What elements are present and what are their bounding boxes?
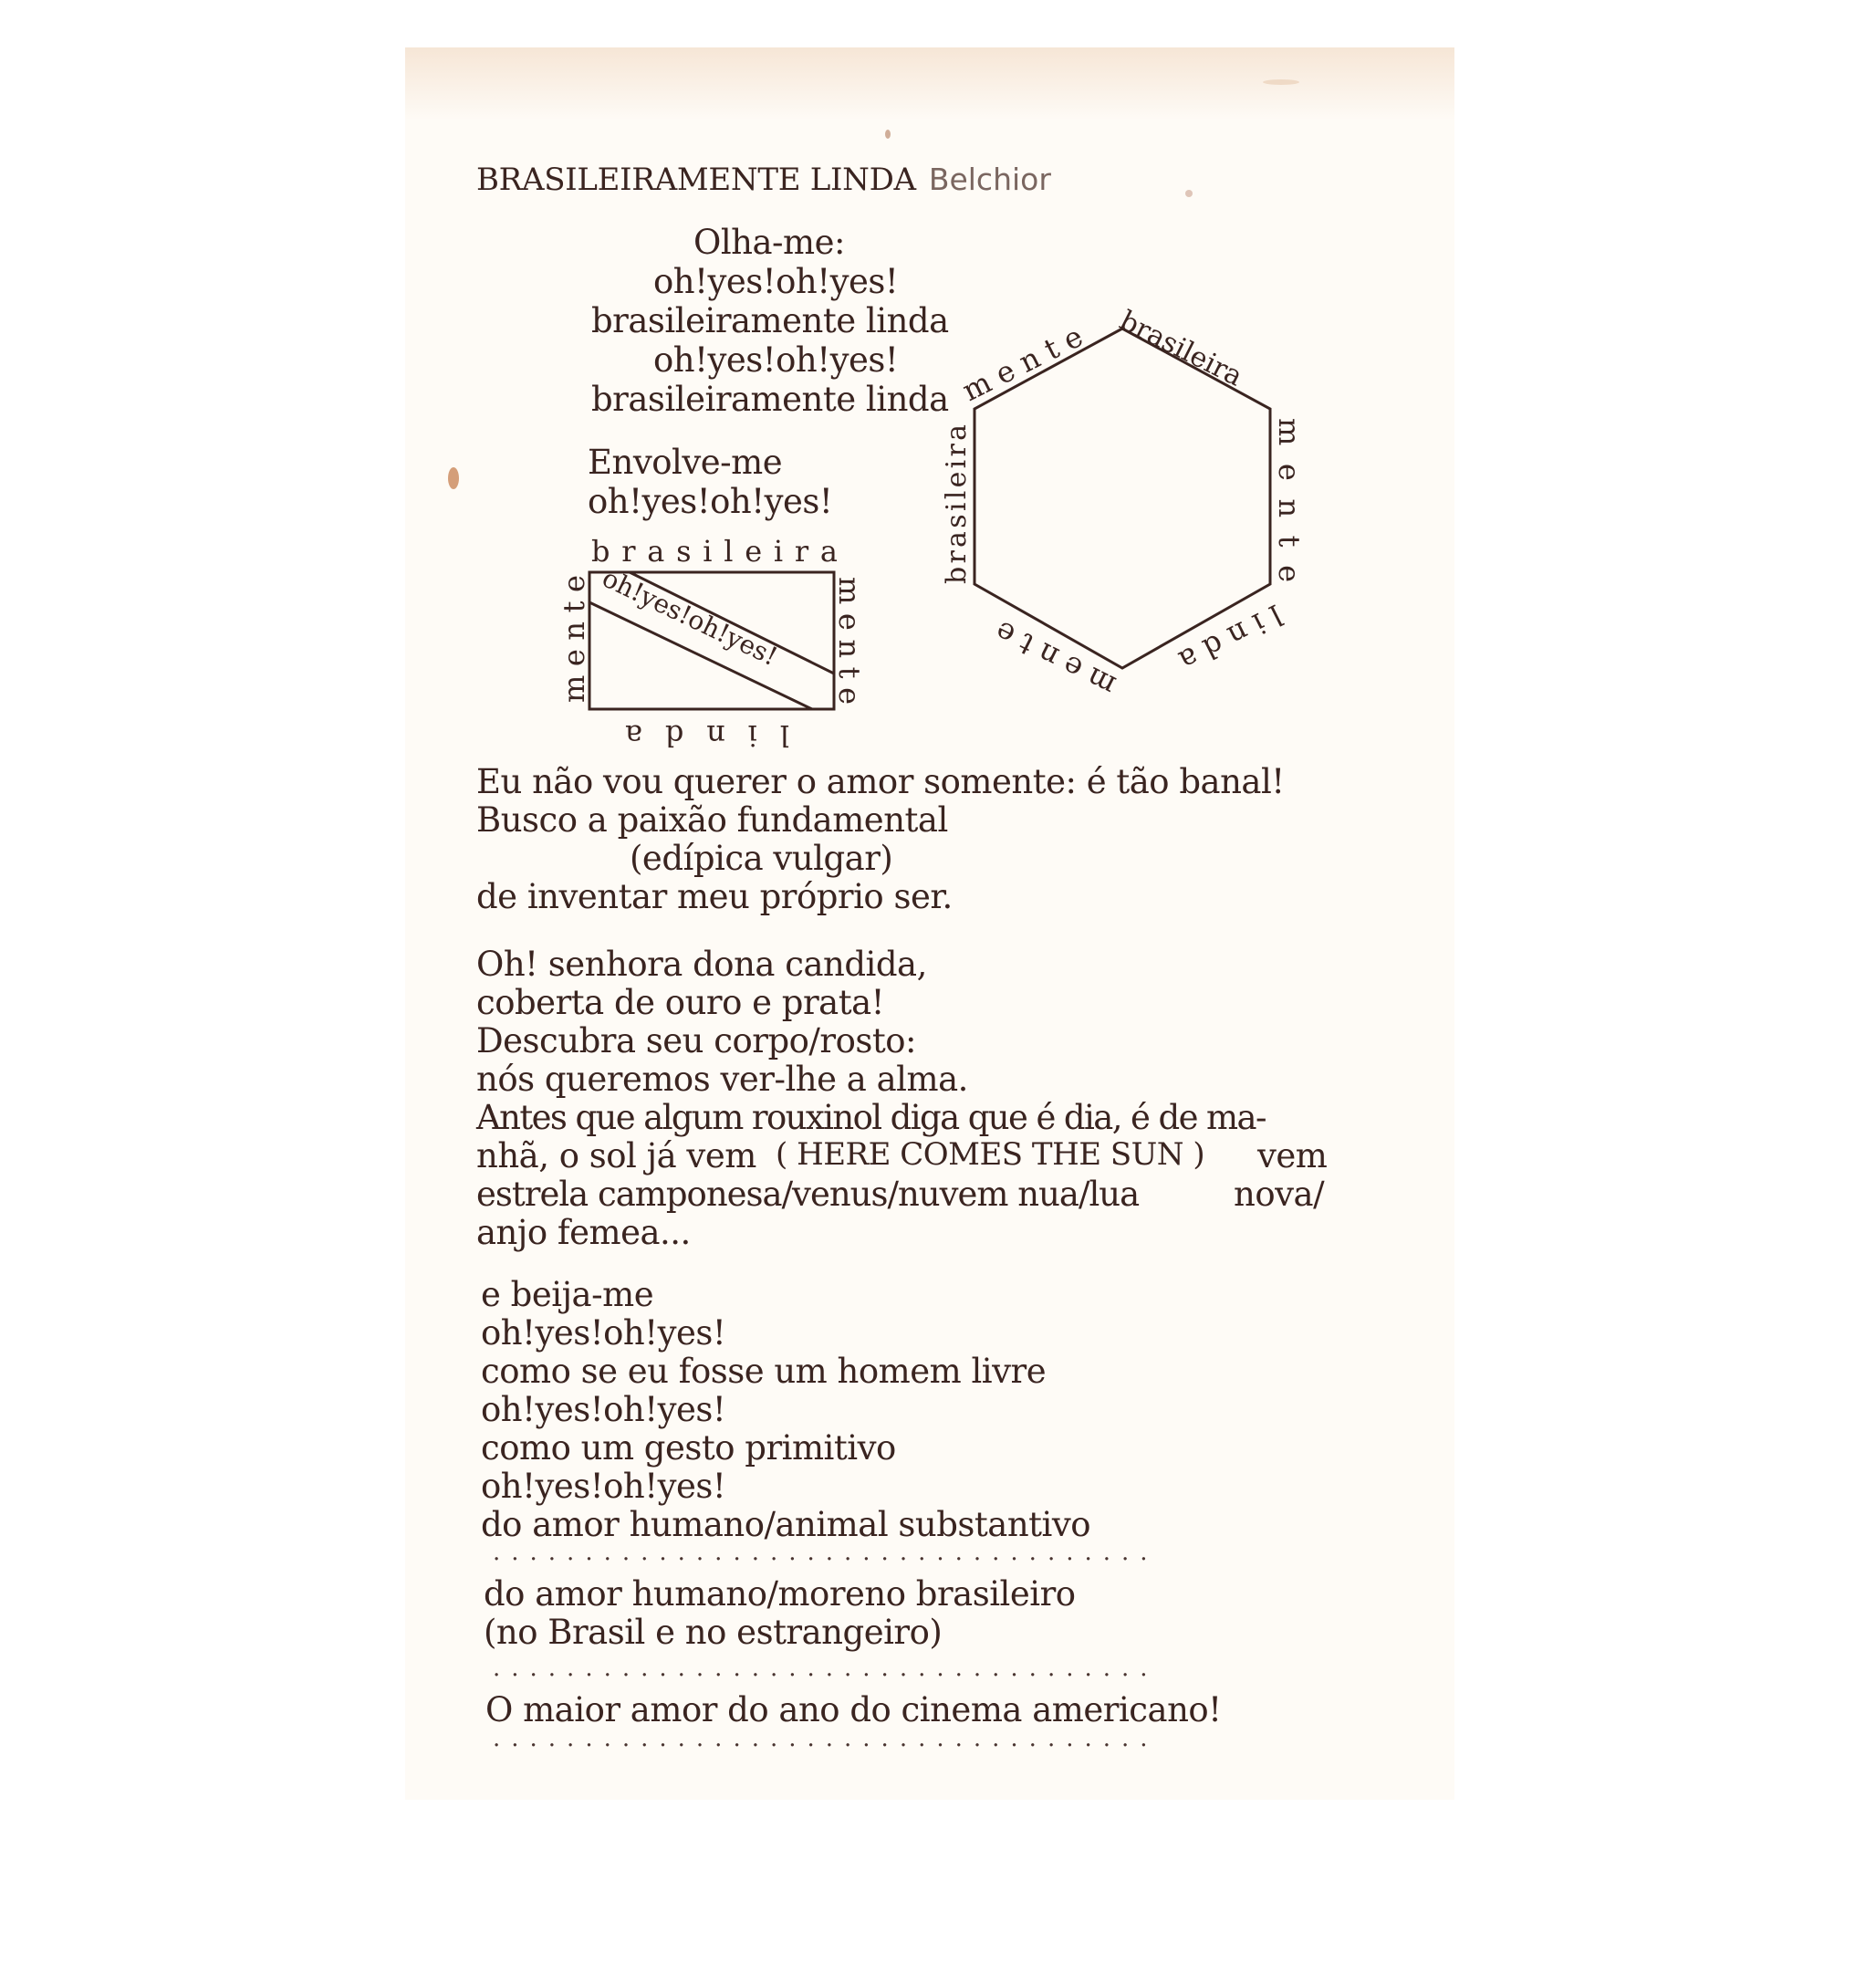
rect-diagonal-label: [598, 563, 782, 673]
lyric-line: Oh! senhora dona candida,: [476, 945, 927, 984]
hexagon-figure: [941, 305, 1307, 704]
hex-lower-right-text: l i n d a: [1173, 597, 1288, 679]
lyric-line: Antes que algum rouxinol diga que é dia, é de ma-: [476, 1098, 1266, 1137]
lyric-line: coberta de ouro e prata!: [476, 983, 885, 1022]
hex-upper-left-label: [957, 319, 1089, 408]
lyric-line: brasileiramente linda: [591, 380, 949, 419]
lyric-line: como um gesto primitivo: [481, 1428, 896, 1468]
lyric-line: do amor humano/moreno brasileiro: [484, 1574, 1076, 1614]
lyric-line: de inventar meu próprio ser.: [476, 877, 953, 916]
hex-upper-right-text: brasileira: [1114, 304, 1248, 393]
rect-diagonal-text: oh!yes!oh!yes!: [597, 562, 783, 673]
dotted-separator: ....................................: [493, 1727, 1159, 1750]
lyric-line: Eu não vou querer o amor somente: é tão banal!: [476, 762, 1285, 801]
hex-lower-right-label: [1173, 598, 1287, 678]
hex-lower-left-label: [989, 614, 1120, 704]
lyric-line: oh!yes!oh!yes!: [481, 1390, 726, 1429]
hex-upper-left-text: m e n t e: [956, 319, 1089, 409]
lyric-line: Olha-me:: [693, 223, 846, 262]
lyric-line: Descubra seu corpo/rosto:: [476, 1021, 916, 1060]
song-author: Belchior: [928, 162, 1051, 197]
lyric-line: (no Brasil e no estrangeiro): [484, 1613, 943, 1652]
lyric-line: vem: [1257, 1136, 1328, 1175]
lyric-line: oh!yes!oh!yes!: [481, 1467, 726, 1506]
rect-left-label: mente: [557, 575, 591, 703]
lyric-line: nova/: [1234, 1175, 1325, 1214]
rectangle-figure: [557, 534, 867, 753]
lyric-line: do amor humano/animal substantivo: [481, 1505, 1091, 1544]
lyric-line-caps: ( HERE COMES THE SUN ): [776, 1136, 1205, 1173]
rect-top-label: b r a s i l e i r a: [591, 534, 838, 569]
lyric-line: Envolve-me: [588, 443, 783, 482]
lyric-line: nós queremos ver-lhe a alma.: [476, 1060, 968, 1099]
lyric-line: oh!yes!oh!yes!: [481, 1313, 726, 1353]
lyric-line: como se eu fosse um homem livre: [481, 1352, 1047, 1391]
lyric-line: Busco a paixão fundamental: [476, 800, 948, 840]
hex-right-label: m e n t e: [1272, 418, 1307, 582]
lyric-line: anjo femea...: [476, 1213, 691, 1252]
lyric-line: oh!yes!oh!yes!: [653, 340, 899, 380]
lyric-line: O maior amor do ano do cinema americano!: [485, 1690, 1222, 1729]
lyric-line: nhã, o sol já vem: [476, 1136, 756, 1175]
rect-right-label: mente: [832, 577, 867, 705]
lyric-line: (edípica vulgar): [630, 839, 893, 878]
lyric-line: oh!yes!oh!yes!: [588, 482, 833, 521]
song-title: BRASILEIRAMENTE LINDA: [476, 162, 916, 198]
dotted-separator: ....................................: [493, 1541, 1159, 1564]
dotted-separator: ....................................: [493, 1656, 1159, 1680]
lyric-line: brasileiramente linda: [591, 301, 949, 340]
lyric-line: oh!yes!oh!yes!: [653, 262, 899, 301]
hex-lower-left-text: m e n t e: [989, 613, 1121, 704]
hex-upper-right-label: [1114, 305, 1247, 393]
lyric-line: e beija-me: [481, 1275, 654, 1314]
lyric-line: estrela camponesa/venus/nuvem nua/lua: [476, 1175, 1140, 1214]
hex-left-label: brasileira: [941, 424, 973, 584]
rect-bottom-label: l i n d a: [625, 718, 789, 753]
